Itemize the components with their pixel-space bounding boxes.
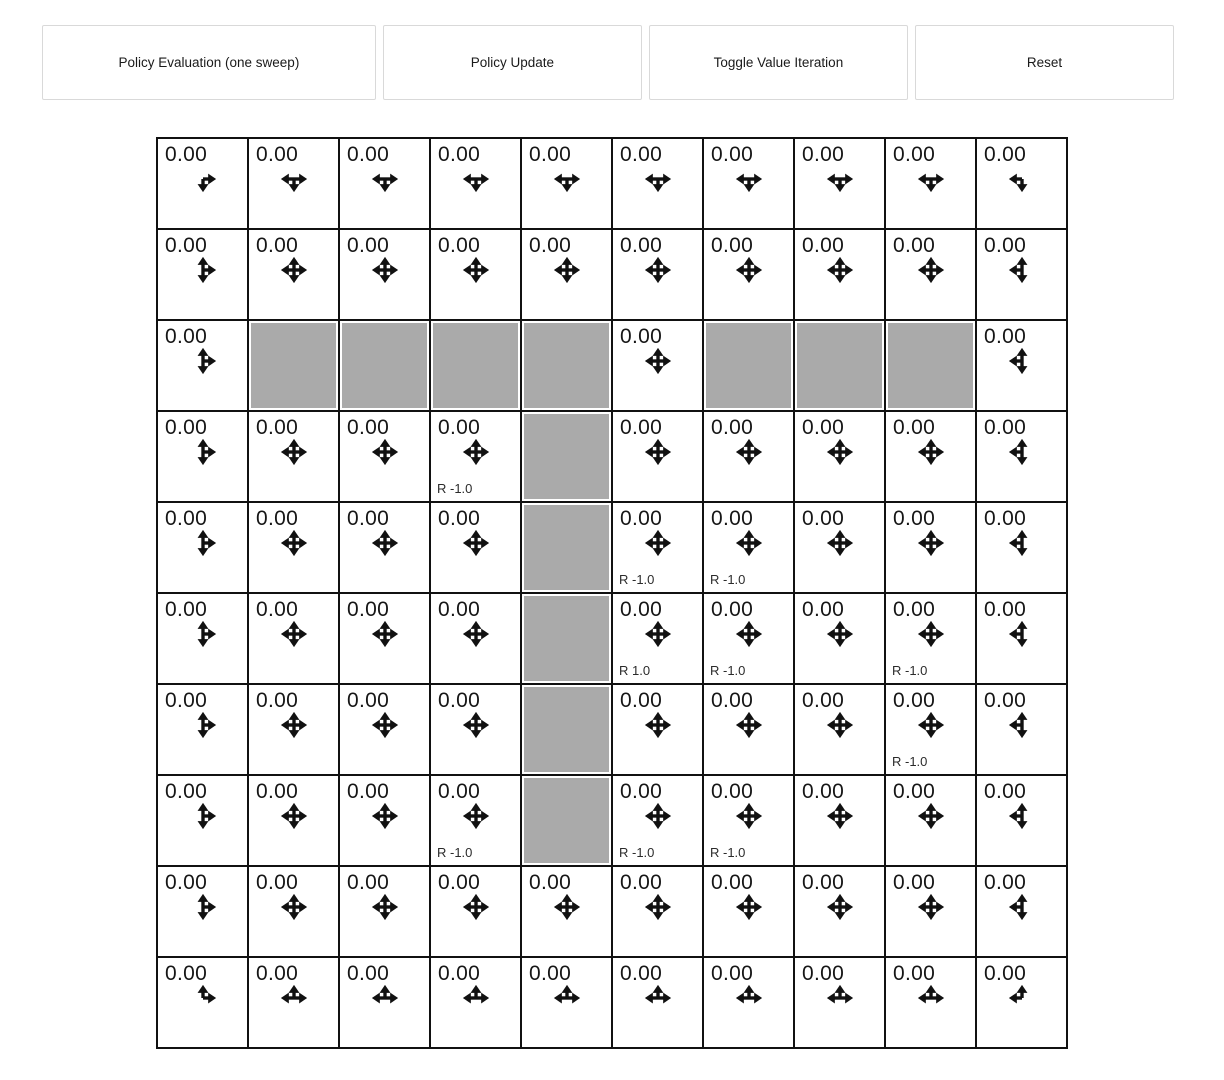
policy-arrows-icon — [1007, 255, 1037, 285]
state-value: 0.00 — [711, 780, 754, 803]
grid-cell[interactable] — [612, 320, 703, 411]
state-value: 0.00 — [620, 871, 663, 894]
policy-arrows-icon — [916, 710, 946, 740]
grid-cell[interactable] — [794, 411, 885, 502]
policy-arrows-icon — [643, 528, 673, 558]
reward-label: R -1.0 — [710, 572, 746, 587]
policy-arrows-icon — [461, 801, 491, 831]
state-value: 0.00 — [620, 598, 663, 621]
toggle-value-iteration-button[interactable]: Toggle Value Iteration — [649, 25, 908, 100]
state-value: 0.00 — [438, 416, 481, 439]
grid-cell[interactable] — [612, 229, 703, 320]
grid-cell[interactable] — [885, 138, 976, 229]
grid-cell[interactable] — [157, 411, 248, 502]
policy-evaluation-button[interactable]: Policy Evaluation (one sweep) — [42, 25, 376, 100]
grid-cell[interactable] — [157, 866, 248, 957]
policy-arrows-icon — [188, 164, 218, 194]
grid-cell[interactable] — [430, 593, 521, 684]
grid-cell[interactable] — [976, 866, 1067, 957]
grid-cell[interactable] — [430, 866, 521, 957]
policy-arrows-icon — [370, 528, 400, 558]
wall-cell — [521, 320, 612, 411]
grid-cell[interactable] — [248, 866, 339, 957]
grid-cell[interactable] — [612, 138, 703, 229]
grid-cell[interactable] — [430, 138, 521, 229]
policy-arrows-icon — [916, 255, 946, 285]
state-value: 0.00 — [347, 143, 390, 166]
grid-cell[interactable] — [794, 775, 885, 866]
grid-cell[interactable] — [339, 411, 430, 502]
state-value: 0.00 — [438, 962, 481, 985]
grid-cell[interactable] — [339, 684, 430, 775]
state-value: 0.00 — [256, 689, 299, 712]
grid-cell[interactable] — [976, 320, 1067, 411]
grid-cell[interactable] — [157, 684, 248, 775]
policy-arrows-icon — [734, 892, 764, 922]
state-value: 0.00 — [620, 143, 663, 166]
state-value: 0.00 — [984, 871, 1027, 894]
policy-arrows-icon — [461, 619, 491, 649]
policy-arrows-icon — [916, 892, 946, 922]
state-value: 0.00 — [620, 416, 663, 439]
policy-arrows-icon — [643, 346, 673, 376]
reset-button[interactable]: Reset — [915, 25, 1174, 100]
policy-arrows-icon — [1007, 164, 1037, 194]
reward-label: R -1.0 — [892, 663, 928, 678]
state-value: 0.00 — [529, 234, 572, 257]
grid-cell[interactable] — [157, 593, 248, 684]
wall-cell — [521, 684, 612, 775]
state-value: 0.00 — [165, 507, 208, 530]
state-value: 0.00 — [165, 234, 208, 257]
state-value: 0.00 — [165, 598, 208, 621]
grid-cell[interactable] — [976, 775, 1067, 866]
grid-cell[interactable] — [885, 229, 976, 320]
state-value: 0.00 — [347, 507, 390, 530]
policy-arrows-icon — [552, 164, 582, 194]
state-value: 0.00 — [256, 962, 299, 985]
policy-arrows-icon — [825, 437, 855, 467]
wall-cell — [703, 320, 794, 411]
grid-cell[interactable] — [430, 684, 521, 775]
policy-arrows-icon — [643, 437, 673, 467]
grid-cell[interactable] — [976, 229, 1067, 320]
state-value: 0.00 — [893, 143, 936, 166]
state-value: 0.00 — [984, 689, 1027, 712]
policy-arrows-icon — [734, 983, 764, 1013]
grid-cell[interactable] — [703, 684, 794, 775]
grid-cell[interactable] — [248, 229, 339, 320]
policy-arrows-icon — [461, 892, 491, 922]
grid-cell[interactable] — [339, 229, 430, 320]
state-value: 0.00 — [802, 871, 845, 894]
policy-arrows-icon — [1007, 437, 1037, 467]
policy-arrows-icon — [188, 528, 218, 558]
grid-cell[interactable] — [703, 138, 794, 229]
grid-cell[interactable] — [157, 502, 248, 593]
grid-cell[interactable] — [976, 138, 1067, 229]
policy-arrows-icon — [461, 437, 491, 467]
grid-cell[interactable] — [976, 502, 1067, 593]
state-value: 0.00 — [347, 416, 390, 439]
wall-cell — [248, 320, 339, 411]
wall-cell — [885, 320, 976, 411]
policy-arrows-icon — [734, 801, 764, 831]
policy-arrows-icon — [734, 528, 764, 558]
grid-cell[interactable] — [612, 502, 703, 593]
policy-arrows-icon — [552, 983, 582, 1013]
policy-arrows-icon — [370, 164, 400, 194]
policy-arrows-icon — [916, 983, 946, 1013]
wall-cell — [521, 411, 612, 502]
grid-cell[interactable] — [157, 138, 248, 229]
state-value: 0.00 — [256, 598, 299, 621]
state-value: 0.00 — [256, 507, 299, 530]
grid-cell[interactable] — [521, 229, 612, 320]
grid-cell[interactable] — [794, 502, 885, 593]
wall-cell — [339, 320, 430, 411]
gridworld-grid — [156, 137, 1068, 1049]
grid-cell[interactable] — [612, 957, 703, 1048]
state-value: 0.00 — [984, 507, 1027, 530]
grid-cell[interactable] — [339, 775, 430, 866]
grid-cell[interactable] — [157, 229, 248, 320]
reward-label: R -1.0 — [437, 481, 473, 496]
grid-cell[interactable] — [612, 411, 703, 502]
policy-arrows-icon — [643, 710, 673, 740]
policy-arrows-icon — [825, 801, 855, 831]
policy-arrows-icon — [188, 255, 218, 285]
policy-arrows-icon — [279, 710, 309, 740]
reward-label: R -1.0 — [892, 754, 928, 769]
grid-cell[interactable] — [157, 957, 248, 1048]
state-value: 0.00 — [802, 507, 845, 530]
reward-label: R 1.0 — [619, 663, 651, 678]
grid-cell[interactable] — [248, 775, 339, 866]
state-value: 0.00 — [165, 962, 208, 985]
grid-cell[interactable] — [339, 138, 430, 229]
policy-arrows-icon — [1007, 892, 1037, 922]
state-value: 0.00 — [165, 689, 208, 712]
policy-arrows-icon — [825, 255, 855, 285]
state-value: 0.00 — [984, 143, 1027, 166]
state-value: 0.00 — [984, 234, 1027, 257]
grid-cell[interactable] — [794, 593, 885, 684]
wall-cell — [430, 320, 521, 411]
state-value: 0.00 — [802, 962, 845, 985]
grid-cell[interactable] — [339, 593, 430, 684]
grid-cell[interactable] — [612, 593, 703, 684]
policy-arrows-icon — [1007, 710, 1037, 740]
policy-arrows-icon — [279, 892, 309, 922]
state-value: 0.00 — [438, 143, 481, 166]
state-value: 0.00 — [620, 507, 663, 530]
policy-arrows-icon — [916, 437, 946, 467]
policy-arrows-icon — [643, 255, 673, 285]
policy-arrows-icon — [1007, 346, 1037, 376]
state-value: 0.00 — [893, 780, 936, 803]
grid-cell[interactable] — [248, 684, 339, 775]
grid-cell[interactable] — [703, 411, 794, 502]
grid-cell[interactable] — [703, 866, 794, 957]
grid-cell[interactable] — [521, 138, 612, 229]
grid-cell[interactable] — [248, 138, 339, 229]
wall-cell — [521, 593, 612, 684]
policy-arrows-icon — [188, 801, 218, 831]
grid-cell[interactable] — [794, 957, 885, 1048]
policy-arrows-icon — [188, 983, 218, 1013]
policy-arrows-icon — [643, 983, 673, 1013]
state-value: 0.00 — [802, 780, 845, 803]
grid-cell[interactable] — [521, 957, 612, 1048]
grid-cell[interactable] — [885, 957, 976, 1048]
state-value: 0.00 — [711, 598, 754, 621]
policy-arrows-icon — [461, 710, 491, 740]
state-value: 0.00 — [984, 780, 1027, 803]
grid-cell[interactable] — [612, 684, 703, 775]
policy-arrows-icon — [370, 710, 400, 740]
policy-arrows-icon — [461, 164, 491, 194]
policy-arrows-icon — [825, 619, 855, 649]
policy-arrows-icon — [370, 619, 400, 649]
wall-cell — [794, 320, 885, 411]
grid-cell[interactable] — [248, 593, 339, 684]
state-value: 0.00 — [256, 780, 299, 803]
grid-cell[interactable] — [248, 957, 339, 1048]
policy-arrows-icon — [916, 528, 946, 558]
state-value: 0.00 — [711, 234, 754, 257]
grid-cell[interactable] — [521, 866, 612, 957]
policy-arrows-icon — [734, 710, 764, 740]
state-value: 0.00 — [711, 689, 754, 712]
state-value: 0.00 — [711, 143, 754, 166]
policy-arrows-icon — [279, 164, 309, 194]
policy-arrows-icon — [188, 619, 218, 649]
state-value: 0.00 — [165, 780, 208, 803]
state-value: 0.00 — [438, 871, 481, 894]
state-value: 0.00 — [256, 143, 299, 166]
grid-cell[interactable] — [885, 775, 976, 866]
state-value: 0.00 — [984, 962, 1027, 985]
grid-cell[interactable] — [976, 684, 1067, 775]
grid-cell[interactable] — [885, 593, 976, 684]
state-value: 0.00 — [256, 234, 299, 257]
policy-arrows-icon — [552, 892, 582, 922]
policy-arrows-icon — [1007, 983, 1037, 1013]
state-value: 0.00 — [802, 143, 845, 166]
policy-arrows-icon — [188, 437, 218, 467]
grid-cell[interactable] — [885, 411, 976, 502]
state-value: 0.00 — [984, 598, 1027, 621]
policy-arrows-icon — [370, 983, 400, 1013]
policy-arrows-icon — [188, 710, 218, 740]
state-value: 0.00 — [438, 234, 481, 257]
grid-cell[interactable] — [339, 866, 430, 957]
policy-arrows-icon — [643, 164, 673, 194]
grid-cell[interactable] — [248, 502, 339, 593]
policy-arrows-icon — [188, 346, 218, 376]
state-value: 0.00 — [165, 325, 208, 348]
grid-cell[interactable] — [430, 411, 521, 502]
policy-arrows-icon — [279, 255, 309, 285]
policy-arrows-icon — [1007, 801, 1037, 831]
reward-label: R -1.0 — [619, 845, 655, 860]
grid-cell[interactable] — [430, 957, 521, 1048]
grid-cell[interactable] — [703, 775, 794, 866]
state-value: 0.00 — [438, 780, 481, 803]
policy-arrows-icon — [370, 801, 400, 831]
reward-label: R -1.0 — [619, 572, 655, 587]
grid-cell[interactable] — [976, 411, 1067, 502]
grid-cell[interactable] — [703, 593, 794, 684]
state-value: 0.00 — [347, 962, 390, 985]
policy-arrows-icon — [1007, 619, 1037, 649]
grid-cell[interactable] — [794, 229, 885, 320]
grid-cell[interactable] — [612, 866, 703, 957]
policy-arrows-icon — [916, 164, 946, 194]
policy-arrows-icon — [279, 437, 309, 467]
grid-container — [0, 137, 1224, 1049]
reward-label: R -1.0 — [710, 845, 746, 860]
state-value: 0.00 — [711, 416, 754, 439]
grid-cell[interactable] — [703, 229, 794, 320]
policy-arrows-icon — [279, 983, 309, 1013]
policy-arrows-icon — [643, 619, 673, 649]
policy-arrows-icon — [916, 801, 946, 831]
state-value: 0.00 — [984, 325, 1027, 348]
policy-arrows-icon — [734, 619, 764, 649]
policy-arrows-icon — [643, 892, 673, 922]
wall-cell — [521, 502, 612, 593]
state-value: 0.00 — [620, 962, 663, 985]
state-value: 0.00 — [438, 507, 481, 530]
state-value: 0.00 — [893, 689, 936, 712]
state-value: 0.00 — [620, 689, 663, 712]
policy-arrows-icon — [461, 528, 491, 558]
reward-label: R -1.0 — [710, 663, 746, 678]
policy-arrows-icon — [825, 983, 855, 1013]
state-value: 0.00 — [893, 234, 936, 257]
state-value: 0.00 — [256, 871, 299, 894]
policy-arrows-icon — [734, 164, 764, 194]
state-value: 0.00 — [347, 689, 390, 712]
state-value: 0.00 — [802, 689, 845, 712]
state-value: 0.00 — [529, 962, 572, 985]
grid-cell[interactable] — [339, 957, 430, 1048]
state-value: 0.00 — [802, 416, 845, 439]
state-value: 0.00 — [256, 416, 299, 439]
policy-arrows-icon — [461, 255, 491, 285]
toolbar — [42, 25, 1174, 100]
state-value: 0.00 — [165, 416, 208, 439]
state-value: 0.00 — [893, 598, 936, 621]
state-value: 0.00 — [711, 962, 754, 985]
grid-cell[interactable] — [430, 502, 521, 593]
state-value: 0.00 — [529, 871, 572, 894]
state-value: 0.00 — [893, 507, 936, 530]
grid-cell[interactable] — [157, 775, 248, 866]
policy-arrows-icon — [734, 255, 764, 285]
grid-cell[interactable] — [248, 411, 339, 502]
state-value: 0.00 — [802, 598, 845, 621]
state-value: 0.00 — [347, 871, 390, 894]
policy-arrows-icon — [825, 710, 855, 740]
grid-cell[interactable] — [885, 866, 976, 957]
state-value: 0.00 — [438, 689, 481, 712]
state-value: 0.00 — [438, 598, 481, 621]
policy-arrows-icon — [279, 801, 309, 831]
state-value: 0.00 — [620, 325, 663, 348]
grid-cell[interactable] — [157, 320, 248, 411]
state-value: 0.00 — [347, 234, 390, 257]
grid-cell[interactable] — [794, 138, 885, 229]
state-value: 0.00 — [347, 780, 390, 803]
grid-cell[interactable] — [703, 502, 794, 593]
state-value: 0.00 — [620, 234, 663, 257]
state-value: 0.00 — [893, 871, 936, 894]
policy-arrows-icon — [370, 255, 400, 285]
state-value: 0.00 — [165, 143, 208, 166]
grid-cell[interactable] — [885, 684, 976, 775]
policy-arrows-icon — [461, 983, 491, 1013]
grid-cell[interactable] — [885, 502, 976, 593]
policy-arrows-icon — [825, 528, 855, 558]
state-value: 0.00 — [711, 871, 754, 894]
state-value: 0.00 — [984, 416, 1027, 439]
policy-arrows-icon — [734, 437, 764, 467]
grid-cell[interactable] — [794, 684, 885, 775]
policy-arrows-icon — [279, 619, 309, 649]
policy-arrows-icon — [643, 801, 673, 831]
state-value: 0.00 — [529, 143, 572, 166]
grid-cell[interactable] — [430, 229, 521, 320]
policy-arrows-icon — [188, 892, 218, 922]
policy-arrows-icon — [552, 255, 582, 285]
wall-cell — [521, 775, 612, 866]
policy-arrows-icon — [825, 892, 855, 922]
policy-arrows-icon — [825, 164, 855, 194]
grid-cell[interactable] — [612, 775, 703, 866]
state-value: 0.00 — [347, 598, 390, 621]
grid-cell[interactable] — [976, 957, 1067, 1048]
reward-label: R -1.0 — [437, 845, 473, 860]
grid-cell[interactable] — [430, 775, 521, 866]
grid-cell[interactable] — [976, 593, 1067, 684]
policy-arrows-icon — [1007, 528, 1037, 558]
state-value: 0.00 — [165, 871, 208, 894]
state-value: 0.00 — [802, 234, 845, 257]
policy-arrows-icon — [279, 528, 309, 558]
policy-arrows-icon — [370, 437, 400, 467]
state-value: 0.00 — [620, 780, 663, 803]
policy-arrows-icon — [916, 619, 946, 649]
state-value: 0.00 — [893, 416, 936, 439]
grid-cell[interactable] — [794, 866, 885, 957]
grid-cell[interactable] — [339, 502, 430, 593]
policy-arrows-icon — [370, 892, 400, 922]
state-value: 0.00 — [711, 507, 754, 530]
state-value: 0.00 — [893, 962, 936, 985]
policy-update-button[interactable]: Policy Update — [383, 25, 642, 100]
grid-cell[interactable] — [703, 957, 794, 1048]
